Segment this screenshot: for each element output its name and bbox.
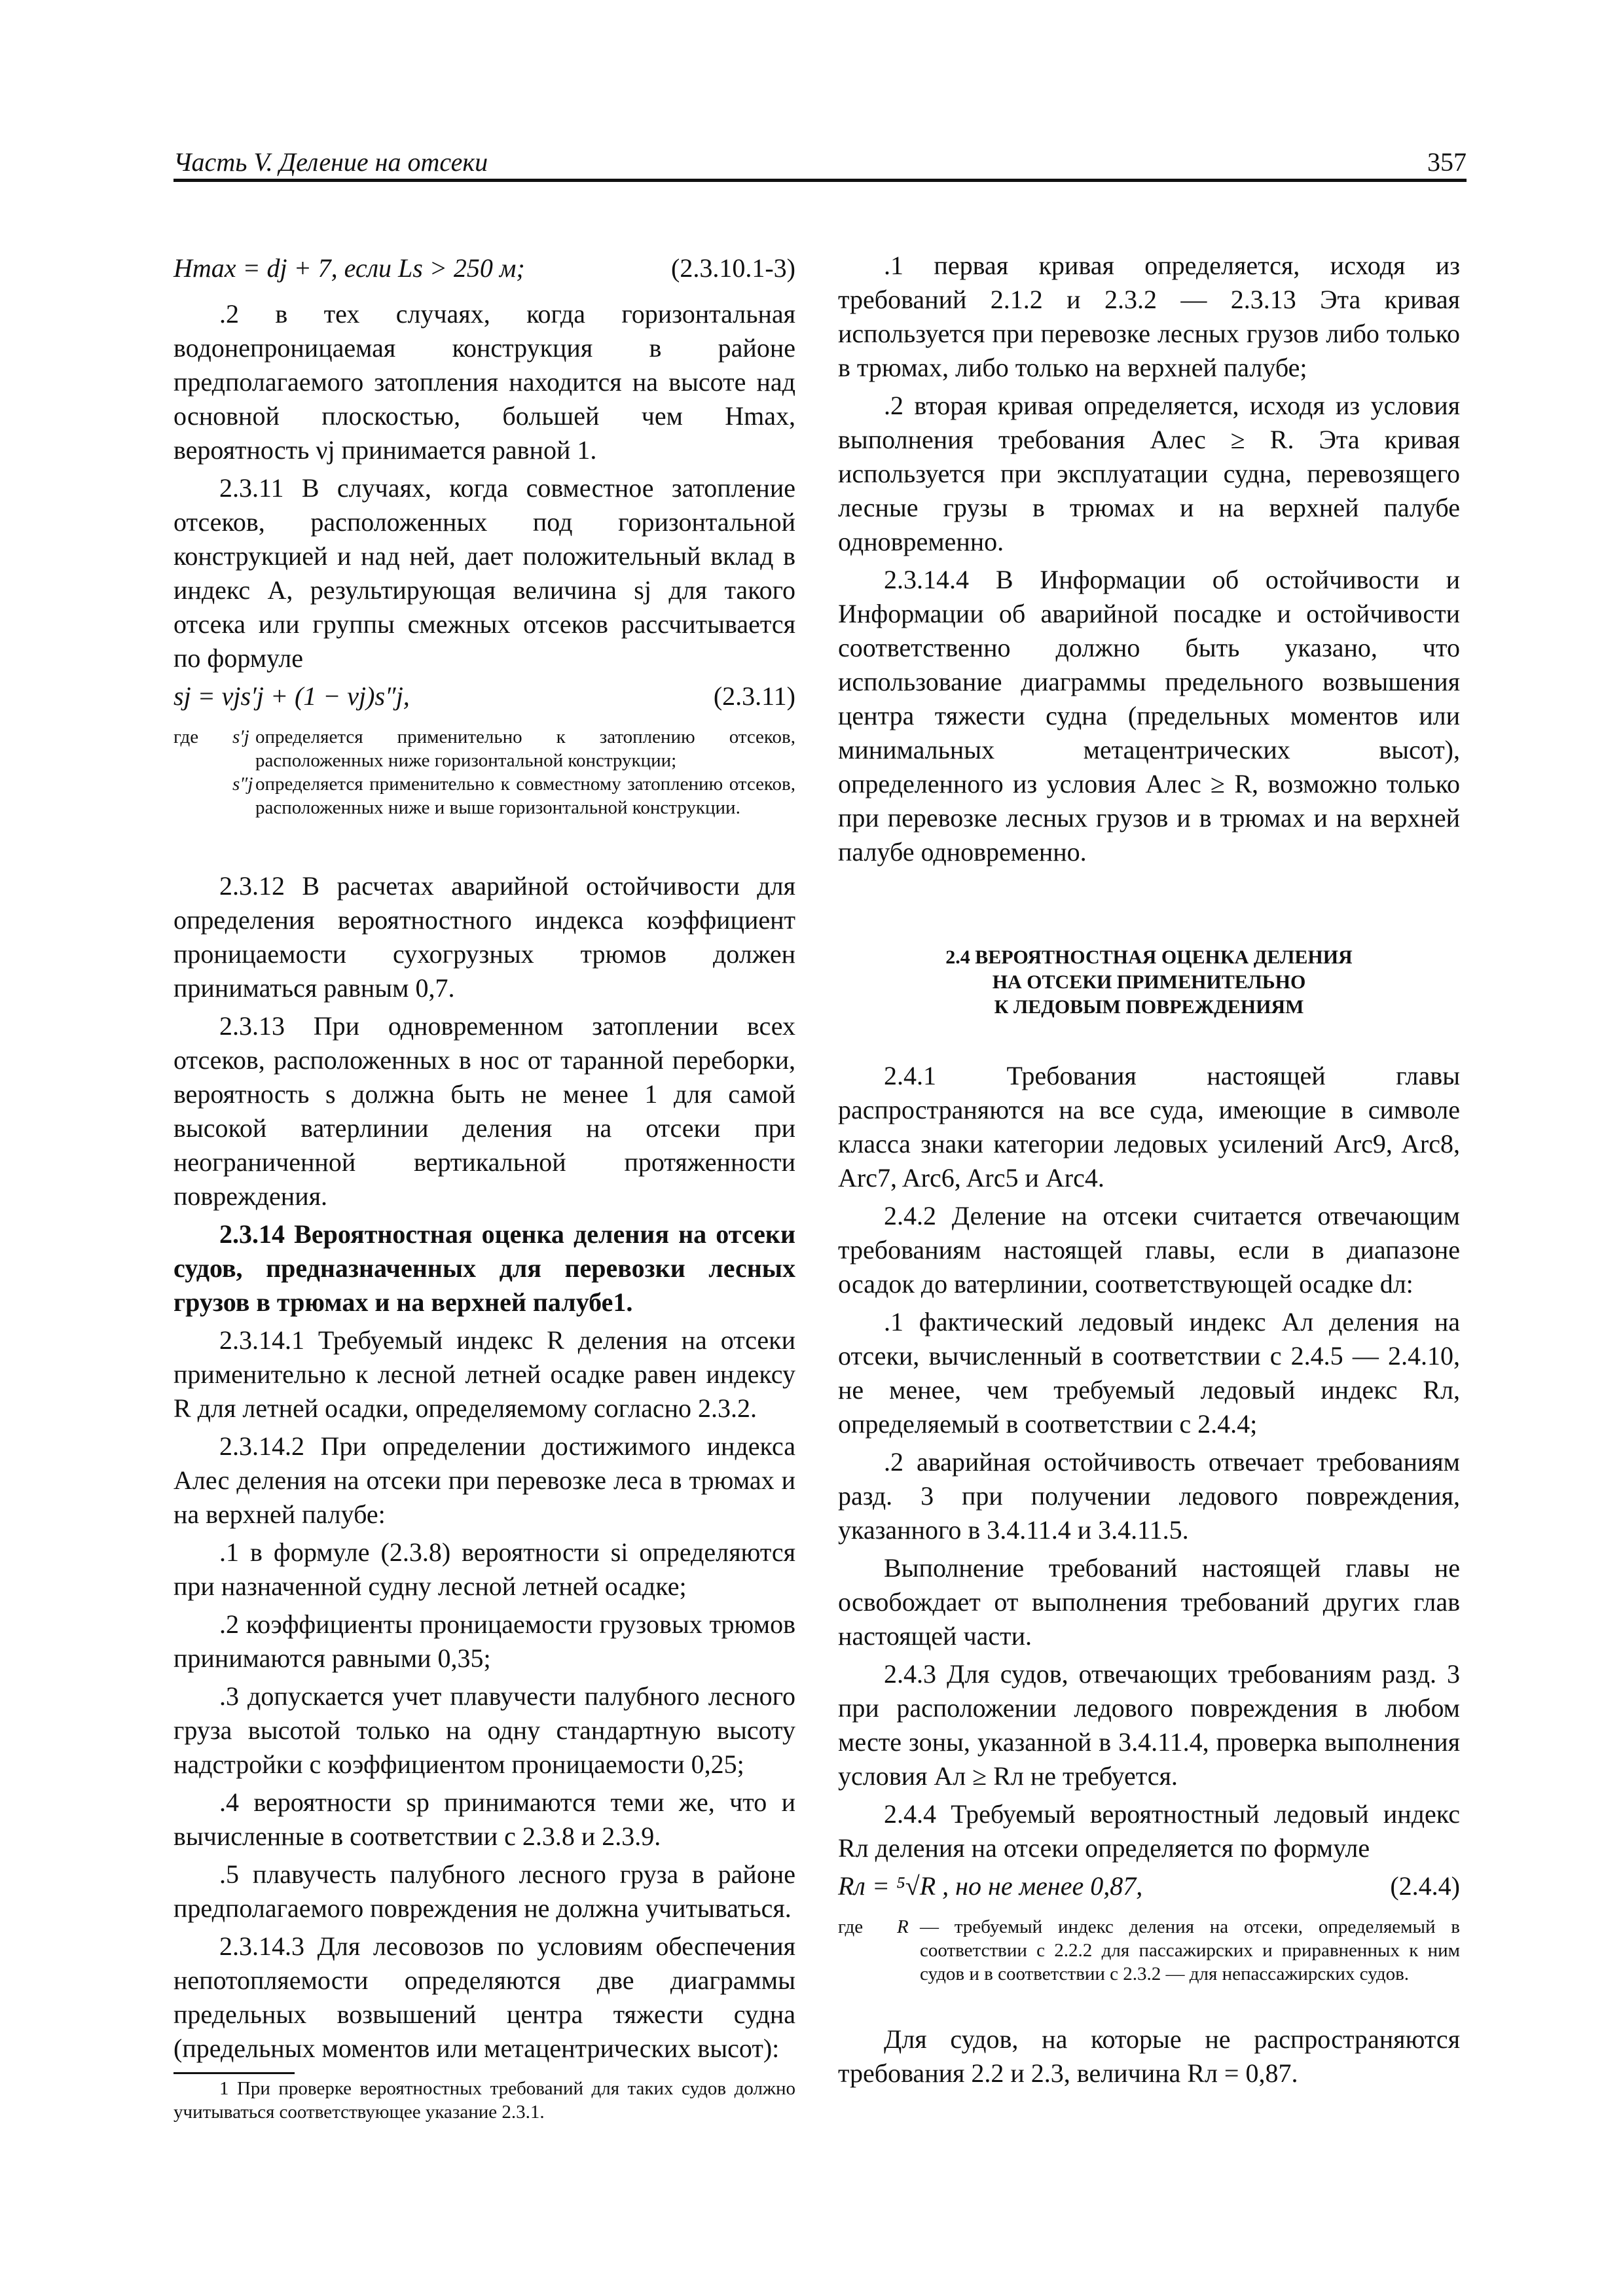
legend-text: — требуемый индекс деления на отсеки, определяемый в соответствии с 2.2.2 для пассажирских и приравненных к ним судов и в соответствии с 2.3.2 — для непассажирских судов. [920,1916,1460,1984]
list-item: .3 допускается учет плавучести палубного лесного груза высотой только на одну стандартную высоту надстройки с коэффициентом проницаемости 0,25; [173,1681,795,1779]
page-number: 357 [1427,147,1467,177]
paragraph-2-4-3: 2.4.3 Для судов, отвечающих требованиям разд. 3 при расположении ледового повреждения в любом месте зоны, указанной в 3.4.11.4, проверка выполнения условия Aл ≥ Rл не требуется. [838,1659,1460,1791]
heading-line: К ЛЕДОВЫМ ПОВРЕЖДЕНИЯМ [994,996,1304,1018]
formula-number: (2.3.11) [713,681,795,711]
heading-line: 2.4 ВЕРОЯТНОСТНАЯ ОЦЕНКА ДЕЛЕНИЯ [945,946,1353,968]
legend-text: определяется применительно к затоплению отсеков, расположенных ниже горизонтальной конструкции; [255,726,795,771]
left-column [173,249,795,2124]
heading-line: НА ОТСЕКИ ПРИМЕНИТЕЛЬНО [992,971,1306,993]
formula-number: (2.3.10.1-3) [671,253,795,283]
paragraph-2-3-14-3: 2.3.14.3 Для лесовозов по условиям обеспечения непотопляемости определяются две диаграммы предельных возвышений центра тяжести судна (предельных моментов или метацентрических высот): [173,1931,795,2063]
legend-where-label: где [173,726,199,747]
list-item: .1 фактический ледовый индекс Aл деления на отсеки, вычисленный в соответствии с 2.4.5 — 2.4.10, не менее, чем требуемый ледовый индекс Rл, определяемый в соответствии с 2.4.4; [838,1307,1460,1439]
formula-2-3-10-1-3 [173,251,795,288]
formula-expression: sj = νjs′j + (1 − νj)s″j, [173,681,410,711]
list-item: .2 вторая кривая определяется, исходя из условия выполнения требования Aлес ≥ R. Эта кривая используется при эксплуатации судна, перевозящего лесные грузы в трюмах и на верхней палубе одновременно. [838,391,1460,556]
paragraph-2-3-11: 2.3.11 В случаях, когда совместное затопление отсеков, расположенных под горизонтальной конструкцией и над ней, дает положительный вклад в индекс A, результирующая величина sj для такого отсека или группы смежных отсеков рассчитывается по формуле [173,473,795,673]
formula-legend [838,1915,1460,1986]
list-item: .5 плавучесть палубного лесного груза в районе предполагаемого повреждения не должна учитываться. [173,1859,795,1923]
legend-text: определяется применительно к совместному затоплению отсеков, расположенных ниже и выше горизонтальной конструкции. [255,774,795,818]
legend-item [173,772,795,819]
paragraph-2-4-4: 2.4.4 Требуемый вероятностный ледовый индекс Rл деления на отсеки определяется по формуле [838,1799,1460,1863]
paragraph-2-3-14-2: 2.3.14.2 При определении достижимого индекса Aлес деления на отсеки при перевозке леса в трюмах и на верхней палубе: [173,1431,795,1529]
running-header [173,143,1467,182]
paragraph: .2 в тех случаях, когда горизонтальная водонепроницаемая конструкция в районе предполагаемого затопления находится на высоте над основной плоскостью, большей чем Hmax, вероятность νj принимается равной 1. [173,299,795,465]
list-item: .2 аварийная остойчивость отвечает требованиям разд. 3 при получении ледового повреждения, указанного в 3.4.11.4 и 3.4.11.5. [838,1447,1460,1545]
formula-number: (2.4.4) [1390,1871,1460,1901]
paragraph-2-3-14-1: 2.3.14.1 Требуемый индекс R деления на отсеки применительно к лесной летней осадке равен индексу R для летней осадки, определяемому согласно 2.3.2. [173,1325,795,1423]
section-heading-2-4 [838,945,1460,1020]
legend-symbol: s′j [232,726,249,747]
header-title: Часть V. Деление на отсеки [173,147,488,177]
list-item: .1 в формуле (2.3.8) вероятности si определяются при назначенной судну лесной летней осадке; [173,1537,795,1601]
right-column [838,249,1460,2094]
footnote: 1 При проверке вероятностных требований для таких судов должно учитываться соответствующее указание 2.3.1. [173,2078,795,2123]
formula-2-3-11 [173,679,795,716]
formula-2-4-4 [838,1869,1460,1906]
legend-symbol: R [897,1916,909,1937]
legend-item [838,1915,1460,1986]
formula-expression: Hmax = dj + 7, если Ls > 250 м; [173,253,525,283]
paragraph-2-3-12: 2.3.12 В расчетах аварийной остойчивости для определения вероятностного индекса коэффициент проницаемости сухогрузных трюмов должен приниматься равным 0,7. [173,871,795,1003]
paragraph: Для судов, на которые не распространяются требования 2.2 и 2.3, величина Rл = 0,87. [838,2024,1460,2088]
legend-where-label: где [838,1916,864,1937]
list-item: .1 первая кривая определяется, исходя из требований 2.1.2 и 2.3.2 — 2.3.13 Эта кривая используется при перевозке лесных грузов либо только в трюмах, либо только на верхней палубе; [838,251,1460,382]
paragraph: Выполнение требований настоящей главы не освобождает от выполнения требований других глав настоящей части. [838,1553,1460,1651]
formula-legend [173,725,795,819]
list-item: .4 вероятности sp принимаются теми же, что и вычисленные в соответствии с 2.3.8 и 2.3.9. [173,1787,795,1851]
legend-symbol: s″j [232,774,253,795]
legend-item [173,725,795,772]
paragraph-2-3-14-4: 2.3.14.4 В Информации об остойчивости и Информации об аварийной посадке и остойчивости соответственно должно быть указано, что использование диаграммы предельного возвышения центра тяжести судна (предельных моментов или минимальных метацентрических высот), определенного из условия Aлес ≥ R, возможно только при перевозке лесных грузов и в трюмах и на верхней палубе одновременно. [838,565,1460,867]
paragraph-2-3-13: 2.3.13 При одновременном затоплении всех отсеков, расположенных в нос от таранной переборки, вероятность s должна быть не менее 1 для самой высокой ватерлинии деления на отсеки при неограниченной вертикальной протяженности повреждения. [173,1011,795,1211]
paragraph-2-3-14: 2.3.14 Вероятностная оценка деления на отсеки судов, предназначенных для перевозки лесных грузов в трюмах и на верхней палубе1. [173,1219,795,1317]
list-item: .2 коэффициенты проницаемости грузовых трюмов принимаются равными 0,35; [173,1609,795,1673]
formula-expression: Rл = ⁵√R , но не менее 0,87, [838,1871,1143,1901]
footnote-rule [173,2072,295,2074]
paragraph-2-4-1: 2.4.1 Требования настоящей главы распространяются на все суда, имеющие в символе класса знаки категории ледовых усилений Arc9, Arc8, Arc7, Arc6, Arc5 и Arc4. [838,1061,1460,1193]
paragraph-2-4-2: 2.4.2 Деление на отсеки считается отвечающим требованиям настоящей главы, если в диапазоне осадок до ватерлинии, соответствующей осадке dл: [838,1201,1460,1299]
